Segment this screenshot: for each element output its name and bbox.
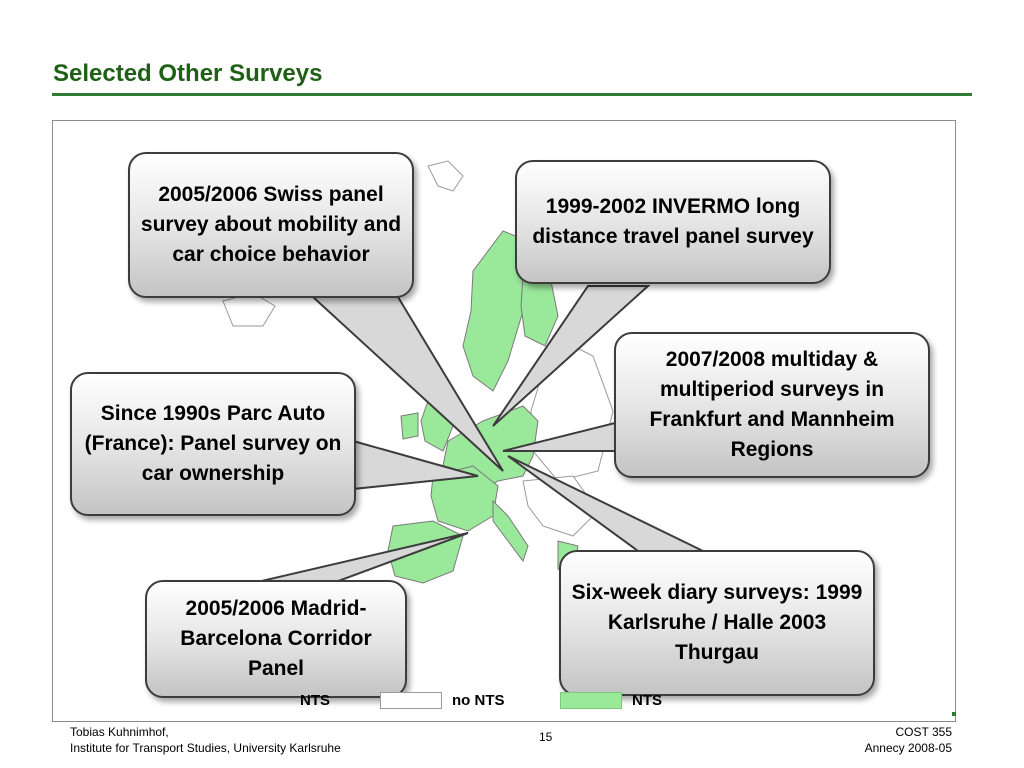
footer-author [70,724,341,756]
slide-title: Selected Other Surveys [53,60,323,87]
callout-madrid-barcelona: 2005/2006 Madrid-Barcelona Corridor Panel [145,580,407,698]
callout-invermo: 1999-2002 INVERMO long distance travel panel survey [515,160,831,284]
callout-swiss-panel: 2005/2006 Swiss panel survey about mobility and car choice behavior [128,152,414,298]
footer-author-name: Tobias Kuhnimhof, [70,725,169,739]
legend-nts-swatch [560,692,622,709]
legend-no-nts-label: no NTS [452,692,505,709]
footer-event [865,724,952,756]
corner-marker [952,712,956,716]
greenland-outline [428,161,463,191]
footer-event-name: COST 355 [895,725,952,739]
footer-institute: Institute for Transport Studies, University Karlsruhe [70,741,341,755]
callout-frankfurt-mannheim: 2007/2008 multiday & multiperiod surveys in Frankfurt and Mannheim Regions [614,332,930,478]
legend-left-label: NTS [300,692,330,709]
finland-region [521,276,558,346]
callout-parc-auto: Since 1990s Parc Auto (France): Panel survey on car ownership [70,372,356,516]
legend-nts-label: NTS [632,692,662,709]
ireland-region [401,413,418,439]
italy-region [493,501,528,561]
callout-six-week-diary: Six-week diary surveys: 1999 Karlsruhe / Halle 2003 Thurgau [559,550,875,696]
footer-location-date: Annecy 2008-05 [864,741,952,755]
legend-no-nts-swatch [380,692,442,709]
page-number: 15 [539,730,553,744]
title-divider [52,93,972,96]
